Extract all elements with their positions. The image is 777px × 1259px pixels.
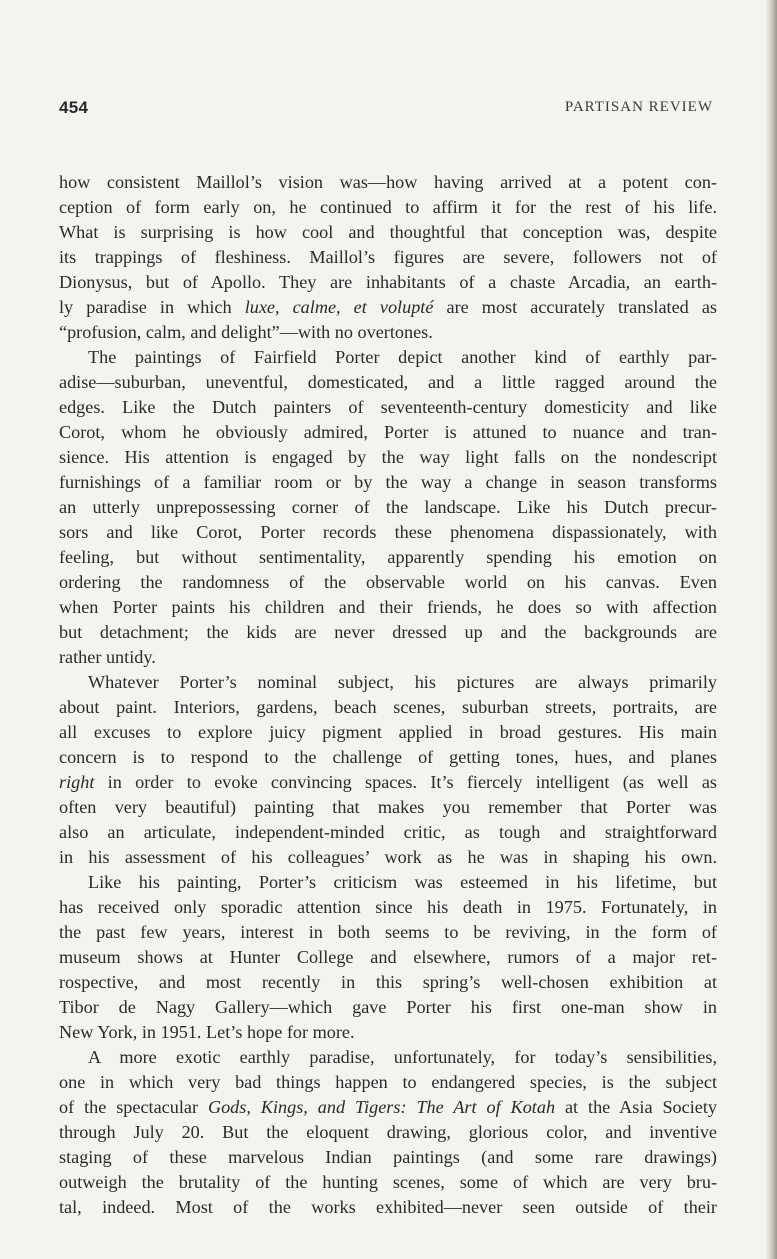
- text-line: tal, indeed. Most of the works exhibited—never seen outside of their: [59, 1197, 717, 1217]
- text-line: an utterly unprepossessing corner of the landscape. Like his Dutch precur-: [59, 497, 717, 517]
- text-line: all excuses to explore juicy pigment applied in broad gestures. His main: [59, 722, 717, 742]
- italic-phrase: Gods, Kings, and Tigers: The Art of Kotah: [207, 1097, 556, 1117]
- article-body: [59, 170, 717, 1220]
- paragraph: [59, 1045, 717, 1220]
- text-line: ly paradise in which luxe, calme, et volupté are most accurately translated as: [59, 297, 717, 317]
- text-line: museum shows at Hunter College and elsewhere, rumors of a major ret-: [59, 947, 717, 967]
- paragraph: [59, 870, 717, 1045]
- text-line: ception of form early on, he continued to affirm it for the rest of his life.: [59, 197, 717, 217]
- text-line: when Porter paints his children and their friends, he does so with affection: [59, 597, 717, 617]
- text-line: its trappings of fleshiness. Maillol’s figures are severe, followers not of: [59, 247, 717, 267]
- text-line: edges. Like the Dutch painters of seventeenth-century domesticity and like: [59, 397, 717, 417]
- text-line: ordering the randomness of the observable world on his canvas. Even: [59, 572, 717, 592]
- text-line: through July 20. But the eloquent drawing, glorious color, and inventive: [59, 1122, 717, 1142]
- text-line: how consistent Maillol’s vision was—how having arrived at a potent con-: [59, 172, 717, 192]
- text-line: sience. His attention is engaged by the way light falls on the nondescript: [59, 447, 717, 467]
- text-line: Whatever Porter’s nominal subject, his pictures are always primarily: [88, 672, 717, 692]
- text-line: often very beautiful) painting that makes you remember that Porter was: [59, 797, 717, 817]
- text-line: one in which very bad things happen to endangered species, is the subject: [59, 1072, 717, 1092]
- text-line: adise—suburban, uneventful, domesticated, and a little ragged around the: [59, 372, 717, 392]
- italic-word: right: [59, 772, 95, 792]
- text-line: also an articulate, independent-minded critic, as tough and straightforward: [59, 822, 717, 842]
- text-line: A more exotic earthly paradise, unfortunately, for today’s sensibilities,: [88, 1047, 717, 1067]
- text-line: New York, in 1951. Let’s hope for more.: [59, 1022, 355, 1042]
- text-line: has received only sporadic attention since his death in 1975. Fortunately, in: [59, 897, 717, 917]
- text-line: concern is to respond to the challenge of getting tones, hues, and planes: [59, 747, 717, 767]
- text-line: in his assessment of his colleagues’ work as he was in shaping his own.: [59, 847, 717, 867]
- text-line: What is surprising is how cool and thoughtful that conception was, despite: [59, 222, 717, 242]
- text-line: about paint. Interiors, gardens, beach scenes, suburban streets, portraits, are: [59, 697, 717, 717]
- text-line: Like his painting, Porter’s criticism was esteemed in his lifetime, but: [88, 872, 717, 892]
- text-line: The paintings of Fairfield Porter depict another kind of earthly par-: [88, 347, 717, 367]
- text-line: Corot, whom he obviously admired, Porter is attuned to nuance and tran-: [59, 422, 717, 442]
- text-line: staging of these marvelous Indian paintings (and some rare drawings): [59, 1147, 717, 1167]
- text-line: outweigh the brutality of the hunting scenes, some of which are very bru-: [59, 1172, 717, 1192]
- page-number: 454: [59, 98, 89, 117]
- text-line: rospective, and most recently in this spring’s well-chosen exhibition at: [59, 972, 717, 992]
- paragraph: [59, 170, 717, 345]
- paragraph: [59, 345, 717, 670]
- italic-phrase: luxe, calme, et volupté: [244, 297, 434, 317]
- text-line: Tibor de Nagy Gallery—which gave Porter his first one-man show in: [59, 997, 717, 1017]
- text-line: but detachment; the kids are never dressed up and the backgrounds are: [59, 622, 717, 642]
- running-head: PARTISAN REVIEW: [564, 99, 713, 115]
- text-line: of the spectacular Gods, Kings, and Tigers: The Art of Kotah at the Asia Society: [59, 1097, 717, 1117]
- text-line: feeling, but without sentimentality, apparently spending his emotion on: [59, 547, 717, 567]
- paragraph: [59, 670, 717, 870]
- text-line: sors and like Corot, Porter records these phenomena dispassionately, with: [59, 522, 717, 542]
- page-edge-shadow: [765, 0, 777, 1259]
- text-line: right in order to evoke convincing spaces. It’s fiercely intelligent (as well as: [59, 772, 717, 792]
- text-line: “profusion, calm, and delight”—with no overtones.: [59, 322, 433, 342]
- text-line: rather untidy.: [59, 647, 156, 667]
- text-line: Dionysus, but of Apollo. They are inhabitants of a chaste Arcadia, an earth-: [59, 272, 717, 292]
- text-line: furnishings of a familiar room or by the way a change in season transforms: [59, 472, 717, 492]
- page-header: [59, 98, 713, 122]
- text-line: the past few years, interest in both seems to be reviving, in the form of: [59, 922, 717, 942]
